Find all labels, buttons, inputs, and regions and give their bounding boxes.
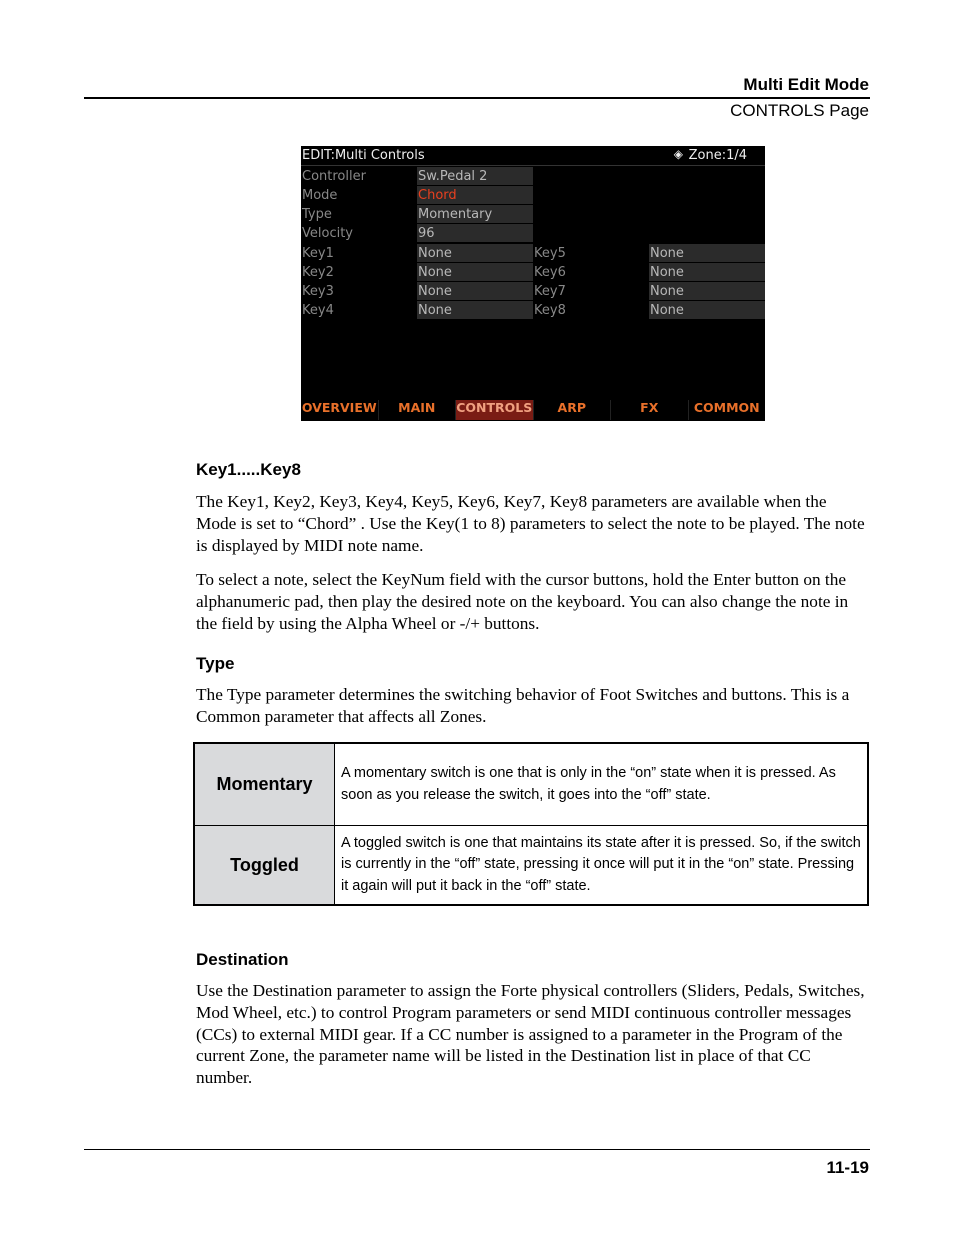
lcd-key-value-text: None — [650, 284, 684, 299]
lcd-param-value-text: 96 — [418, 226, 435, 241]
lcd-key-label: Key2 — [302, 265, 334, 280]
section-heading-type: Type — [196, 654, 235, 673]
lcd-key-value[interactable] — [649, 263, 765, 281]
lcd-key-label: Key3 — [302, 284, 334, 299]
lcd-param-row — [301, 167, 765, 186]
header-rule — [84, 97, 870, 99]
tab-controls[interactable]: CONTROLS — [456, 400, 534, 420]
lcd-key-value-text: None — [418, 246, 452, 261]
table-desc-text: A momentary switch is one that is only in the “on” state when it is pressed. As soon as you release the switch, it goes into the “off” state. — [341, 765, 836, 803]
lcd-key-row — [301, 282, 765, 301]
lcd-key-value-text: None — [650, 303, 684, 318]
lcd-param-row — [301, 224, 765, 243]
lcd-key-value[interactable] — [649, 301, 765, 319]
lcd-key-label: Key7 — [534, 284, 566, 299]
lcd-key-value-text: None — [650, 265, 684, 280]
lcd-key-value[interactable] — [649, 282, 765, 300]
lcd-param-value[interactable] — [417, 224, 533, 242]
lcd-param-value-text: Sw.Pedal 2 — [418, 169, 488, 184]
lcd-param-value[interactable] — [417, 205, 533, 223]
lcd-param-value-text: Momentary — [418, 207, 493, 222]
lcd-key-label: Key4 — [302, 303, 334, 318]
lcd-param-value[interactable] — [417, 167, 533, 185]
lcd-key-value[interactable] — [417, 282, 533, 300]
lcd-key-value[interactable] — [417, 301, 533, 319]
paragraph-text: The Key1, Key2, Key3, Key4, Key5, Key6, Key7, Key8 parameters are available when the Mode is set to “Chord” . Use the Key(1 to 8) parameters to select the note to be played. The note is displayed by MIDI note name. — [196, 492, 865, 555]
lcd-key-value[interactable] — [649, 244, 765, 262]
tab-arp[interactable]: ARP — [534, 400, 612, 420]
tab-main[interactable]: MAIN — [379, 400, 457, 420]
lcd-key-row — [301, 263, 765, 282]
table-term: Toggled — [195, 826, 335, 904]
page-number: 11-19 — [826, 1158, 869, 1177]
table-desc-text: A toggled switch is one that maintains its state after it is pressed. So, if the switch is currently in the “off” state, pressing it once will put it in the “on” state. Pressing it again will put it back in the “off” state. — [341, 834, 861, 894]
keys-paragraph-2 — [196, 569, 866, 634]
lcd-title: EDIT:Multi Controls — [302, 148, 425, 163]
tab-fx[interactable]: FX — [611, 400, 689, 420]
lcd-key-value-text: None — [418, 265, 452, 280]
lcd-param-row — [301, 186, 765, 205]
lcd-key-label: Key5 — [534, 246, 566, 261]
lcd-zone-indicator: Zone:1/4 — [688, 148, 747, 163]
lcd-param-row — [301, 205, 765, 224]
lcd-key-value[interactable] — [417, 244, 533, 262]
lcd-key-label: Key8 — [534, 303, 566, 318]
lcd-key-value-text: None — [650, 246, 684, 261]
lcd-param-label: Velocity — [302, 226, 353, 241]
lcd-key-row — [301, 301, 765, 320]
type-paragraph — [196, 684, 866, 728]
lcd-key-value[interactable] — [417, 263, 533, 281]
table-term: Momentary — [195, 744, 335, 825]
table-row — [195, 744, 867, 826]
section-heading-keys: Key1.....Key8 — [196, 460, 301, 479]
running-header-subtitle: CONTROLS Page — [730, 101, 869, 120]
lcd-param-label: Controller — [302, 169, 366, 184]
lcd-key-value-text: None — [418, 284, 452, 299]
type-table — [193, 742, 869, 906]
lcd-param-label: Type — [302, 207, 332, 222]
running-header-title: Multi Edit Mode — [743, 75, 869, 94]
lcd-param-value[interactable] — [417, 186, 533, 204]
table-desc — [335, 744, 867, 825]
paragraph-text: To select a note, select the KeyNum field with the cursor buttons, hold the Enter button on the alphanumeric pad, then play the desired note on the keyboard. You can also change the note in the field by using the Alpha Wheel or -/+ buttons. — [196, 570, 849, 633]
lcd-title-bar — [301, 146, 765, 166]
lcd-key-row — [301, 244, 765, 263]
destination-paragraph — [196, 980, 866, 1089]
knob-icon: ◈ — [673, 147, 683, 161]
lcd-param-value-text: Chord — [418, 188, 457, 203]
lcd-tab-bar — [301, 400, 765, 420]
keys-paragraph-1 — [196, 491, 866, 556]
lcd-key-label: Key6 — [534, 265, 566, 280]
table-row — [195, 826, 867, 904]
tab-overview[interactable]: OVERVIEW — [301, 400, 379, 420]
paragraph-text: The Type parameter determines the switching behavior of Foot Switches and buttons. This is a Common parameter that affects all Zones. — [196, 685, 850, 726]
paragraph-text: Use the Destination parameter to assign the Forte physical controllers (Sliders, Pedals, Switches, Mod Wheel, etc.) to control Program parameters or send MIDI continuous controller messages (CCs) to external MIDI gear. If a CC number is assigned to a parameter in the Program of the current Zone, the parameter name will be listed in the Destination list in place of that CC number. — [196, 981, 865, 1088]
lcd-param-label: Mode — [302, 188, 338, 203]
lcd-key-label: Key1 — [302, 246, 334, 261]
tab-common[interactable]: COMMON — [693, 400, 760, 415]
table-desc — [335, 826, 867, 904]
section-heading-destination: Destination — [196, 950, 289, 969]
lcd-screen — [301, 146, 765, 421]
lcd-key-value-text: None — [418, 303, 452, 318]
footer-rule — [84, 1149, 870, 1150]
